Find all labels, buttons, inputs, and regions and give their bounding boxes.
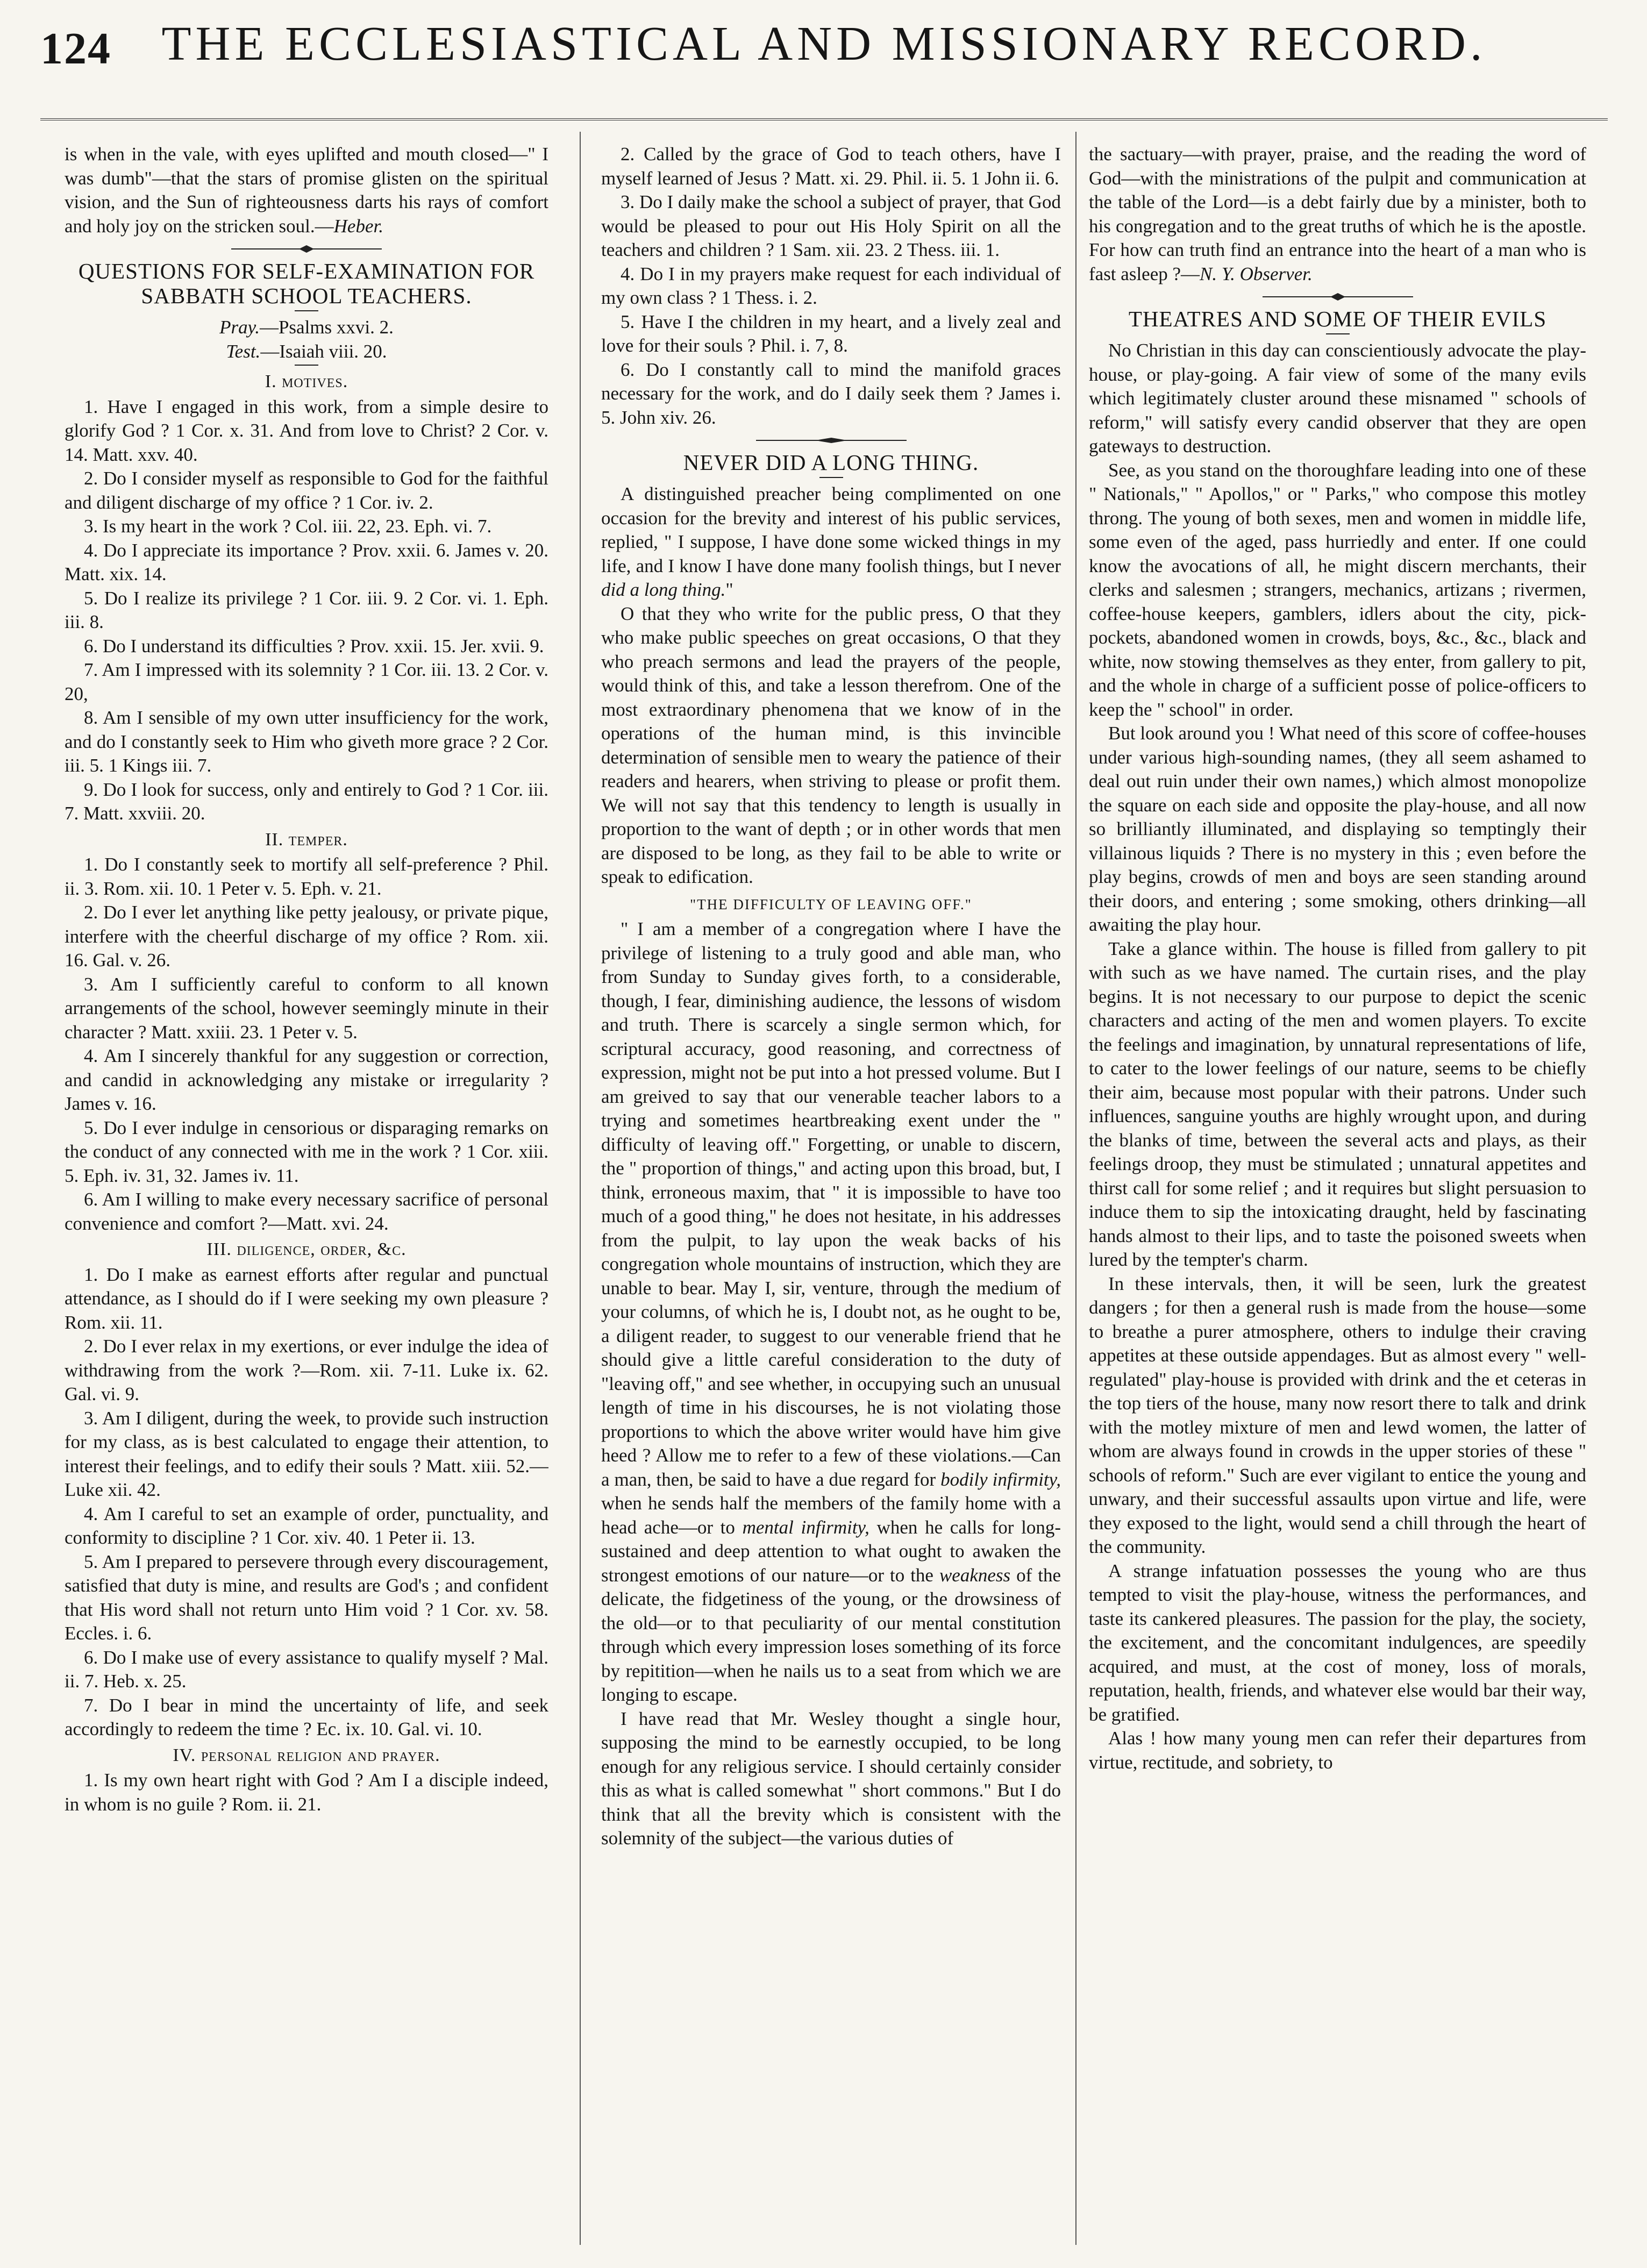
test-line: Test.—Isaiah viii. 20. [226, 340, 387, 362]
question-item: 1. Do I make as earnest efforts after regular and punctual attendance, as I should do if I were seeking my own pleasure ? Rom. xii. 11. [65, 1264, 548, 1333]
column-divider [1075, 132, 1076, 2245]
article-paragraph: O that they who write for the public press, O that they who make public speeches on great occasions, O that they who preach sermons and lead the prayers of the people, would think of this, and take a lesson therefrom. One of the most extraordinary phenomena that we know of in the operations of the human mind, is this invincible determination of sensible men to weary the patience of their readers and hearers, when striving to please or profit them. We will not say that this tendency to length is usually in proportion to the want of depth ; or in other words that men are disposed to be long, as they fail to be able to write or speak to edification. [601, 603, 1061, 887]
article-paragraph: A strange infatuation possesses the young who are thus tempted to visit the play-house, witness the performances, and taste its cankered pleasures. The passion for the play, the society, the excitement, and the concomitant indulgences, are speedily acquired, and must, at the cost of money, loss of morals, reputation, health, friends, and whatever else would bar their way, be gratified. [1089, 1560, 1586, 1725]
header-rule [40, 118, 1608, 120]
question-item: 2. Do I ever let anything like petty jealousy, or private pique, interfere with the cheerful discharge of my office ? Rom. xii. 16. Gal. v. 26. [65, 902, 548, 971]
question-item: 4. Do I appreciate its importance ? Prov. xxii. 6. James v. 20. Matt. xix. 14. [65, 539, 548, 584]
question-item: 5. Do I ever indulge in censorious or disparaging remarks on the conduct of any connected with me in the work ? 1 Cor. xiii. 5. Eph. iv. 31, 32. James iv. 11. [65, 1117, 548, 1186]
question-item: 6. Do I make use of every assistance to qualify myself ? Mal. ii. 7. Heb. x. 25. [65, 1646, 548, 1692]
section-title-questions: QUESTIONS FOR SELF-EXAMINATION FOR SABBATH SCHOOL TEACHERS. [78, 259, 535, 308]
quote-heading: "THE DIFFICULTY OF LEAVING OFF." [690, 896, 972, 912]
question-item: 1. Have I engaged in this work, from a simple desire to glorify God ? 1 Cor. x. 31. And from love to Christ? 2 Cor. v. 14. Matt. xxv. 40. [65, 396, 548, 465]
question-item: 2. Do I consider myself as responsible to God for the faithful and diligent discharge of my office ? 1 Cor. iv. 2. [65, 468, 548, 513]
short-rule [295, 310, 318, 311]
subhead-temper: II. temper. [265, 829, 348, 850]
article-paragraph: I have read that Mr. Wesley thought a single hour, supposing the mind to be earnestly occupied, to be long enough for any religious service. I should certainly consider this as what is called somewhat " short commons." But I do think that all the brevity which is consistent with the solemnity of the subject—the various duties of [601, 1708, 1061, 1849]
page-number: 124 [40, 24, 111, 74]
question-item: 3. Do I daily make the school a subject of prayer, that God would be pleased to pour out His Holy Spirit on all the teachers and children ? 1 Sam. xii. 23. 2 Thess. iii. 1. [601, 191, 1061, 260]
subhead-religion: IV. personal religion and prayer. [173, 1745, 440, 1765]
article-paragraph: In these intervals, then, it will be seen, lurk the greatest dangers ; for then a general rush is made from the house—some to breathe a purer atmosphere, others to indulge their craving appetites at these outside appendages. But as almost every " well-regulated" play-house is provided with drink and the et ceteras in the top tiers of the house, many now resort there to talk and drink with the motley mixture of men and lewd women, the latter of whom are always found in crowds in the upper stories of these " schools of reform." Such are ever vigilant to entice the young and unwary, and their successful assaults upon virtue and life, were they exposed to the light, would send a chill through the heart of the community. [1089, 1273, 1586, 1557]
pray-line: Pray.—Psalms xxvi. 2. [219, 317, 394, 338]
question-item: 1. Is my own heart right with God ? Am I a disciple indeed, in whom is no guile ? Rom. ii. 21. [65, 1770, 548, 1815]
article-paragraph: Alas ! how many young men can refer their departures from virtue, rectitude, and sobriety, to [1089, 1728, 1586, 1773]
question-item: 6. Do I constantly call to mind the manifold graces necessary for the work, and do I daily seek them ? James i. 5. John xiv. 26. [601, 359, 1061, 428]
question-item: 4. Am I sincerely thankful for any suggestion or correction, and candid in acknowledging any mistake or irregularity ? James v. 16. [65, 1045, 548, 1114]
question-item: 8. Am I sensible of my own utter insufficiency for the work, and do I constantly seek to Him who giveth more grace ? 2 Cor. iii. 5. 1 Kings iii. 7. [65, 707, 548, 776]
column-divider [580, 132, 581, 2245]
column-1 [65, 142, 548, 2240]
intro-paragraph: is when in the vale, with eyes uplifted and mouth closed—" I was dumb"—that the stars of promise glisten on the spiritual vision, and the Sun of righteousness darts his rays of comfort and holy joy on the stricken soul.—Heber. [65, 144, 548, 237]
question-item: 7. Am I impressed with its solemnity ? 1 Cor. iii. 13. 2 Cor. v. 20, [65, 659, 548, 704]
question-item: 1. Do I constantly seek to mortify all self-preference ? Phil. ii. 3. Rom. xii. 10. 1 Peter v. 5. Eph. v. 21. [65, 854, 548, 899]
question-item: 7. Do I bear in mind the uncertainty of life, and seek accordingly to redeem the time ? Ec. ix. 10. Gal. vi. 10. [65, 1694, 548, 1739]
question-item: 5. Have I the children in my heart, and a lively zeal and love for their souls ? Phil. i. 7, 8. [601, 311, 1061, 356]
section-title-theatres: THEATRES AND SOME OF THEIR EVILS [1128, 306, 1547, 331]
question-item: 9. Do I look for success, only and entirely to God ? 1 Cor. iii. 7. Matt. xxviii. 20. [65, 779, 548, 824]
question-item: 4. Am I careful to set an example of order, punctuality, and conformity to discipline ? 1 Cor. xiv. 40. 1 Peter ii. 13. [65, 1503, 548, 1548]
subhead-diligence: III. diligence, order, &c. [206, 1239, 407, 1259]
question-item: 4. Do I in my prayers make request for each individual of my own class ? 1 Thess. i. 2. [601, 263, 1061, 308]
question-item: 3. Am I diligent, during the week, to provide such instruction for my class, as is best calculated to engage their attention, to interest their feelings, and to edify their souls ? Matt. xiii. 52.—Luke xii. 42. [65, 1407, 548, 1500]
column-2 [601, 142, 1061, 2240]
section-title-never-did: NEVER DID A LONG THING. [683, 450, 979, 475]
question-item: 3. Is my heart in the work ? Col. iii. 22, 23. Eph. vi. 7. [84, 516, 492, 537]
question-item: 6. Do I understand its difficulties ? Prov. xxii. 15. Jer. xvii. 9. [84, 635, 544, 657]
journal-title: THE ECCLESIASTICAL AND MISSIONARY RECORD. [161, 17, 1487, 70]
question-item: 3. Am I sufficiently careful to conform to all known arrangements of the school, however seemingly minute in their character ? Matt. xxiii. 23. 1 Peter v. 5. [65, 973, 548, 1043]
short-rule [1326, 333, 1350, 334]
ornament-divider [1263, 291, 1413, 302]
question-item: 2. Do I ever relax in my exertions, or ever indulge the idea of withdrawing from the work ?—Rom. xii. 7-11. Luke ix. 62. Gal. vi. 9. [65, 1336, 548, 1404]
ornament-divider [231, 244, 382, 254]
question-item: 5. Am I prepared to persevere through every discouragement, satisfied that duty is mine, and results are God's ; and confident that His word shall not return unto Him void ? 1 Cor. xv. 58. Eccles. i. 6. [65, 1551, 548, 1644]
question-item: 2. Called by the grace of God to teach others, have I myself learned of Jesus ? Matt. xi. 29. Phil. ii. 5. 1 John ii. 6. [601, 144, 1061, 189]
article-paragraph: No Christian in this day can conscientiously advocate the play-house, or play-going. A fair view of some of the many evils which legitimately cluster around these misnamed " schools of reform," will satisfy every candid observer that they are open gateways to destruction. [1089, 340, 1586, 457]
question-item: 5. Do I realize its privilege ? 1 Cor. iii. 9. 2 Cor. vi. 1. Eph. iii. 8. [65, 587, 548, 632]
question-item: 6. Am I willing to make every necessary sacrifice of personal convenience and comfort ?—Matt. xvi. 24. [65, 1189, 548, 1234]
article-paragraph: Take a glance within. The house is filled from gallery to pit with such as we have named. The curtain rises, and the play begins. It is not necessary to our purpose to depict the scenic characters and acting of the men and women players. To excite the feelings and imagination, by unnatural representations of life, to cater to the lower feelings of our nature, seems to be chiefly their aim, because most popular with their patrons. Under such influences, sanguine youths are highly wrought upon, and during the blanks of time, between the several acts and plays, as their feelings droop, they must be stimulated ; unnatural appetites and thirst call for some relief ; and it requires but slight persuasion to induce them to sip the intoxicating draught, held by fascinating hands almost to their lips, and to taste the poisoned sweets when lured by the tempter's charm. [1089, 938, 1586, 1270]
short-rule [295, 365, 318, 366]
article-paragraph: See, as you stand on the thoroughfare leading into one of these " Nationals," " Apollos," or " Parks," who compose this motley throng. The young of both sexes, men and women in middle life, some even of the aged, pass hurriedly and enter. If one could know the avocations of all, he might discern merchants, their clerks and salesmen ; strangers, mechanics, artizans ; rivermen, coffee-house keepers, gamblers, idlers about the city, pick-pockets, abandoned women in crowds, boys, &c., &c., black and white, now stowing themselves as they enter, from gallery to pit, and the whole in charge of a sufficient posse of police-officers to keep the " school" in order. [1089, 459, 1586, 720]
article-paragraph: But look around you ! What need of this score of coffee-houses under various high-sounding names, (they all seem ashamed to deal out ruin under their own names,) which almost monopolize the square on each side and opposite the play-house, and all now so brilliantly illuminated, and displaying so temptingly their villainous liquids ? There is no mystery in this ; even before the play begins, crowds of men and boys are seen standing around their doors, and entering ; some smoking, others drinking—all awaiting the play hour. [1089, 723, 1586, 935]
page-header [40, 15, 1608, 104]
article-paragraph: " I am a member of a congregation where I have the privilege of listening to a truly good and able man, who from Sunday to Sunday gives forth, to a considerable, though, I fear, diminishing audience, the lessons of wisdom and truth. There is scarcely a single sermon which, for scriptural accuracy, good reasoning, and correctness of expression, might not be put into a hot pressed volume. But I am greived to say that our venerable teacher labors to a trying and sometimes heartbreaking exent under the " difficulty of leaving off." Forgetting, or unable to discern, the " proportion of things," and acting upon this broad, but, I think, erroneous maxim, that " it is impossible to have too much of a good thing," he does not hesitate, in his addresses from the pulpit, to lay upon the weak backs of his congregation whole mountains of instruction, which they are unable to bear. May I, sir, venture, through the medium of your columns, of which he is, I doubt not, as he ought to be, a diligent reader, to suggest to our venerable friend that he should give a little careful consideration to the duty of "leaving off," and see whether, in occupying such an unusual length of time in his discourses, he is not violating those proportions to which the above writer would have him give heed ? Allow me to refer to a few of these violations.—Can a man, then, be said to have a due regard for bodily infirmity, when he sends half the members of the family home with a head ache—or to mental infirmity, when he calls for long-sustained and deep attention to what ought to awaken the strongest emotions of our nature—or to the weakness of the delicate, the fidgetiness of the young, or the drowsiness of the old—or to that peculiarity of our mental constitution through which every impression loses something of its force by repitition—when he nails us to a seat from which we are longing to escape. [601, 918, 1061, 1705]
article-paragraph: the sactuary—with prayer, praise, and the reading the word of God—with the ministrations of the pulpit and communication at the table of the Lord—is a debt fairly due by a minister, both to his congregation and to the great truths of which he is the apostle. For how can truth find an entrance into the heart of a man who is fast asleep ?—N. Y. Observer. [1089, 144, 1586, 284]
subhead-motives: I. motives. [265, 372, 348, 391]
ornament-divider [756, 435, 907, 446]
article-paragraph: A distinguished preacher being complimented on one occasion for the brevity and interest of his public services, replied, " I suppose, I have done some wicked things in my life, and I know I have done many foolish things, but I never did a long thing." [601, 483, 1061, 600]
column-3 [1089, 142, 1586, 2240]
short-rule [819, 477, 843, 478]
